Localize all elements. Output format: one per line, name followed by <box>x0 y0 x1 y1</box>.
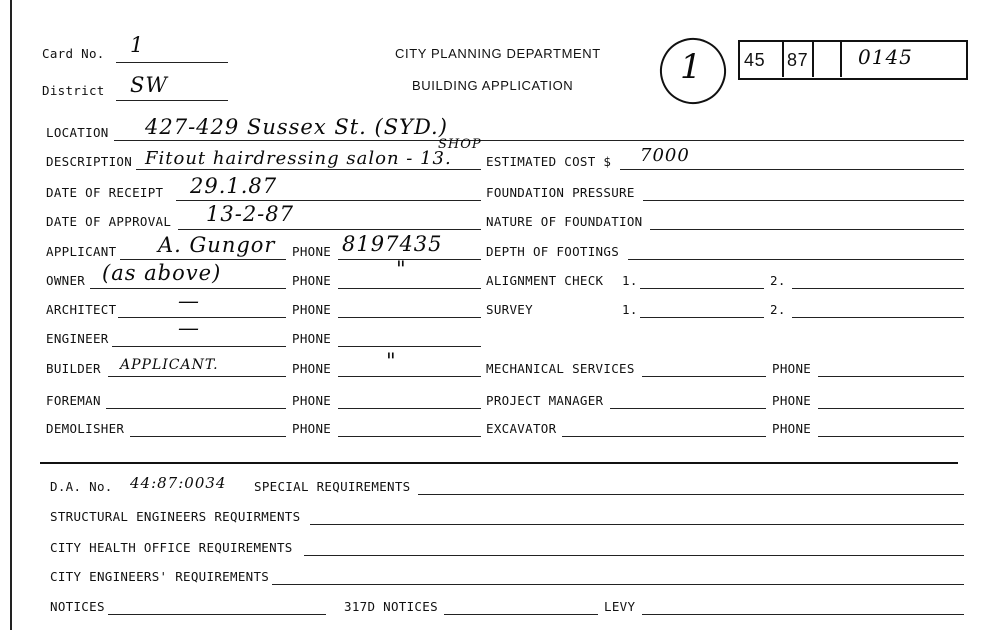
file-no-c: 0145 <box>858 45 913 69</box>
file-no-a: 45 <box>744 50 766 70</box>
date-of-approval-label: DATE OF APPROVAL <box>46 214 172 229</box>
demolisher-label: DEMOLISHER <box>46 421 125 436</box>
location-value: 427-429 Sussex St. (SYD.) <box>145 115 448 139</box>
builder-phone-label: PHONE <box>292 361 332 376</box>
applicant-line <box>120 259 286 260</box>
mechanical-phone-line <box>818 376 964 377</box>
project-manager-phone-line <box>818 408 964 409</box>
estimated-cost-value: 7000 <box>640 145 690 166</box>
description-value: Fitout hairdressing salon - 13. <box>145 148 452 169</box>
alignment-check-num-1: 1. <box>622 273 638 288</box>
survey-label: SURVEY <box>486 302 533 317</box>
card-no-label: Card No. <box>42 46 105 61</box>
builder-value: APPLICANT. <box>120 357 219 373</box>
file-number-box <box>738 40 968 80</box>
owner-label: OWNER <box>46 273 86 288</box>
structural-requirements-label: STRUCTURAL ENGINEERS REQUIRMENTS <box>50 509 301 524</box>
architect-phone-line <box>338 317 481 318</box>
foreman-phone-label: PHONE <box>292 393 332 408</box>
card-no-value: 1 <box>130 33 145 57</box>
foreman-phone-line <box>338 408 481 409</box>
survey-line-2 <box>792 317 964 318</box>
excavator-line <box>562 436 766 437</box>
structural-requirements-line <box>310 524 964 525</box>
architect-phone-label: PHONE <box>292 302 332 317</box>
notices-label: NOTICES <box>50 599 105 614</box>
date-of-receipt-value: 29.1.87 <box>190 174 278 198</box>
file-box-divider-1 <box>782 41 784 77</box>
city-engineers-requirements-label: CITY ENGINEERS' REQUIREMENTS <box>50 569 270 584</box>
date-of-approval-line <box>178 229 481 230</box>
demolisher-phone-label: PHONE <box>292 421 332 436</box>
description-line <box>136 169 481 170</box>
architect-label: ARCHITECT <box>46 302 117 317</box>
district-value: SW <box>130 73 168 97</box>
alignment-check-line-1 <box>640 288 764 289</box>
builder-line <box>108 376 286 377</box>
notices-317d-line <box>444 614 598 615</box>
engineer-phone-line <box>338 346 481 347</box>
foreman-line <box>106 408 286 409</box>
card-no-line <box>116 62 228 63</box>
special-requirements-line <box>418 494 964 495</box>
builder-label: BUILDER <box>46 361 101 376</box>
da-no-label: D.A. No. <box>50 479 113 494</box>
alignment-check-num-2: 2. <box>770 273 786 288</box>
applicant-value: A. Gungor <box>158 233 276 257</box>
builder-phone-value: " <box>386 349 397 373</box>
foundation-pressure-line <box>643 200 964 201</box>
owner-value: (as above) <box>102 261 222 285</box>
date-of-receipt-line <box>176 200 481 201</box>
owner-phone-value: " <box>396 257 407 281</box>
excavator-phone-line <box>818 436 964 437</box>
estimated-cost-line <box>620 169 964 170</box>
engineer-value: — <box>178 316 200 340</box>
engineer-label: ENGINEER <box>46 331 109 346</box>
architect-value: — <box>178 289 200 313</box>
survey-num-1: 1. <box>622 302 638 317</box>
section-separator <box>40 462 958 464</box>
form-title: BUILDING APPLICATION <box>412 78 574 93</box>
foreman-label: FOREMAN <box>46 393 101 408</box>
project-manager-label: PROJECT MANAGER <box>486 393 604 408</box>
alignment-check-line-2 <box>792 288 964 289</box>
description-label: DESCRIPTION <box>46 154 133 169</box>
owner-phone-line <box>338 288 481 289</box>
depth-of-footings-line <box>628 259 964 260</box>
depth-of-footings-label: DEPTH OF FOOTINGS <box>486 244 620 259</box>
card-left-edge <box>0 0 12 630</box>
foundation-pressure-label: FOUNDATION PRESSURE <box>486 185 635 200</box>
file-box-divider-3 <box>840 41 842 77</box>
levy-line <box>642 614 964 615</box>
survey-line-1 <box>640 317 764 318</box>
mechanical-services-label: MECHANICAL SERVICES <box>486 361 635 376</box>
health-requirements-label: CITY HEALTH OFFICE REQUIREMENTS <box>50 540 293 555</box>
estimated-cost-label: ESTIMATED COST $ <box>486 154 612 169</box>
alignment-check-label: ALIGNMENT CHECK <box>486 273 604 288</box>
location-line <box>114 140 964 141</box>
architect-line <box>118 317 286 318</box>
builder-phone-line <box>338 376 481 377</box>
date-of-receipt-label: DATE OF RECEIPT <box>46 185 164 200</box>
excavator-phone-label: PHONE <box>772 421 812 436</box>
notices-line <box>108 614 326 615</box>
department-title: CITY PLANNING DEPARTMENT <box>395 46 601 61</box>
applicant-phone-label: PHONE <box>292 244 332 259</box>
engineer-phone-label: PHONE <box>292 331 332 346</box>
levy-label: LEVY <box>604 599 636 614</box>
demolisher-line <box>130 436 286 437</box>
file-box-divider-2 <box>812 41 814 77</box>
special-requirements-label: SPECIAL REQUIREMENTS <box>254 479 411 494</box>
district-line <box>116 100 228 101</box>
notices-317d-label: 317D NOTICES <box>344 599 438 614</box>
mechanical-services-line <box>642 376 766 377</box>
demolisher-phone-line <box>338 436 481 437</box>
survey-num-2: 2. <box>770 302 786 317</box>
project-manager-phone-label: PHONE <box>772 393 812 408</box>
project-manager-line <box>610 408 766 409</box>
mechanical-phone-label: PHONE <box>772 361 812 376</box>
location-label: LOCATION <box>46 125 109 140</box>
excavator-label: EXCAVATOR <box>486 421 557 436</box>
da-no-value: 44:87:0034 <box>130 474 227 492</box>
applicant-phone-line <box>338 259 481 260</box>
applicant-label: APPLICANT <box>46 244 117 259</box>
date-of-approval-value: 13-2-87 <box>206 202 294 226</box>
applicant-phone-value: 8197435 <box>342 232 443 256</box>
city-engineers-requirements-line <box>272 584 964 585</box>
health-requirements-line <box>304 555 964 556</box>
nature-of-foundation-line <box>650 229 964 230</box>
description-insert: SHOP <box>438 137 482 152</box>
engineer-line <box>112 346 286 347</box>
owner-phone-label: PHONE <box>292 273 332 288</box>
file-no-b: 87 <box>787 50 809 70</box>
circled-number: 1 <box>680 47 703 87</box>
district-label: District <box>42 83 105 98</box>
nature-of-foundation-label: NATURE OF FOUNDATION <box>486 214 643 229</box>
